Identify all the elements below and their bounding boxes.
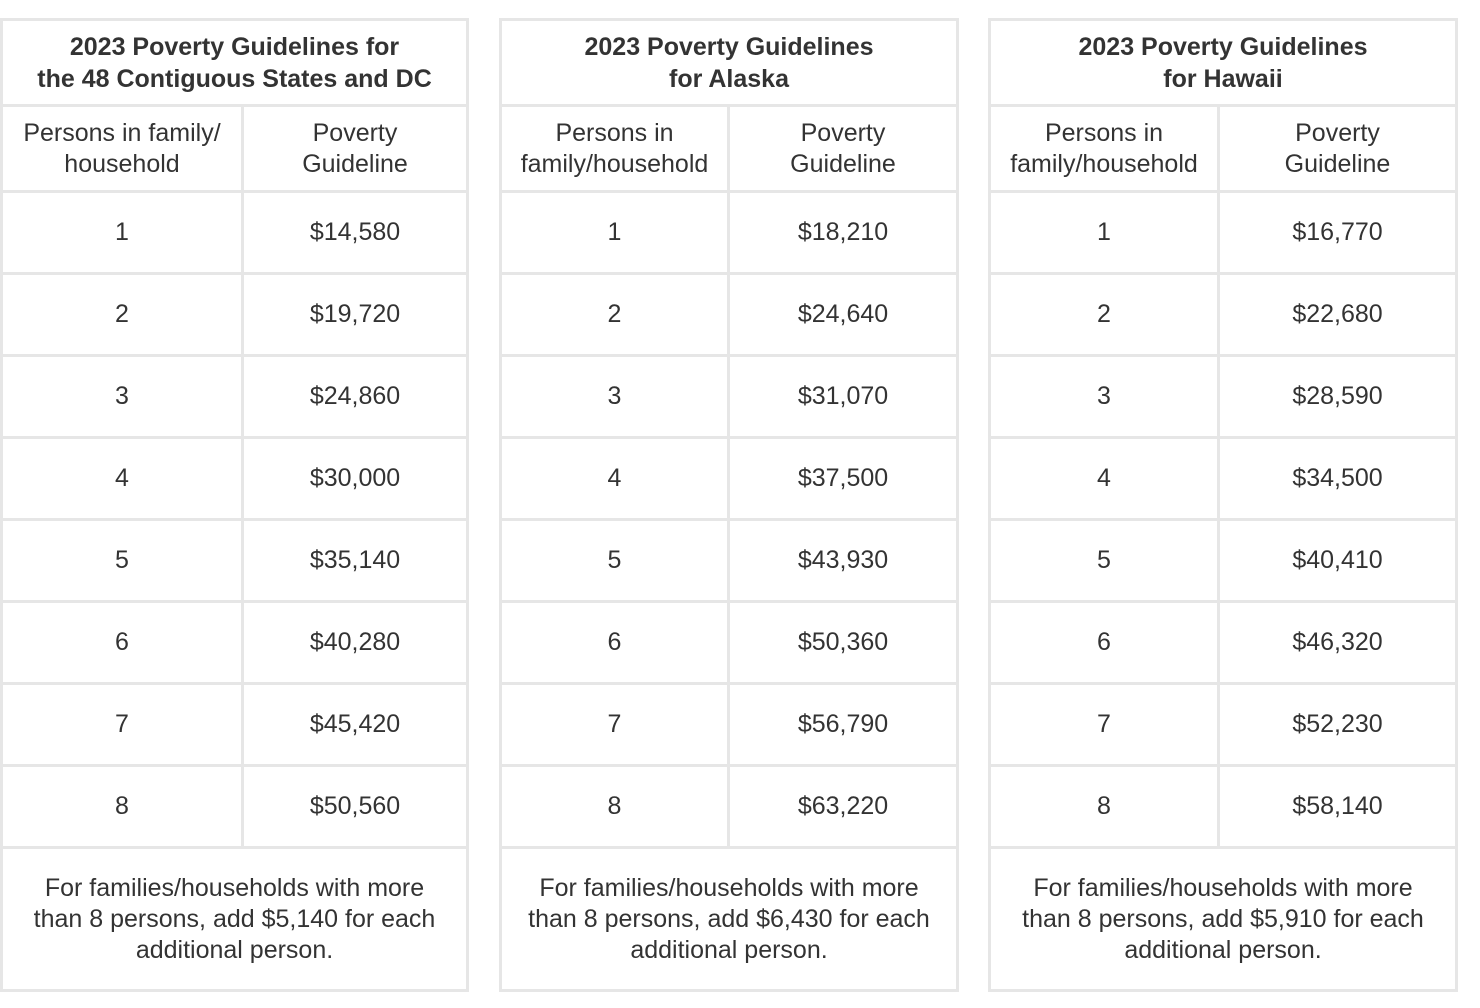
table-title-row [2,20,468,106]
persons-cell: 8 [990,766,1219,848]
persons-cell: 3 [501,356,729,438]
table-row [2,766,468,848]
table-title [990,20,1457,106]
table-title-row [990,20,1457,106]
persons-cell: 8 [2,766,243,848]
header-line: family/household [1010,149,1198,178]
guideline-cell: $58,140 [1219,766,1457,848]
column-header-persons [2,106,243,192]
table-row [501,356,958,438]
title-line: for Hawaii [1163,64,1283,93]
persons-cell: 6 [501,602,729,684]
guideline-cell: $19,720 [243,274,468,356]
guideline-cell: $46,320 [1219,602,1457,684]
table-row [2,520,468,602]
note-line: For families/households with more [44,873,425,902]
table-row [501,520,958,602]
table-row [2,602,468,684]
persons-cell: 7 [2,684,243,766]
persons-cell: 2 [990,274,1219,356]
guideline-cell: $63,220 [729,766,958,848]
guideline-cell: $45,420 [243,684,468,766]
header-line: Poverty [312,118,398,147]
title-line: 2023 Poverty Guidelines for [69,32,400,61]
table-row [990,356,1457,438]
column-header-persons [990,106,1219,192]
poverty-table-alaska [499,18,959,992]
guideline-cell: $18,210 [729,192,958,274]
guideline-cell: $40,280 [243,602,468,684]
persons-cell: 2 [501,274,729,356]
note-line: For families/households with more [1033,873,1413,902]
column-header-guideline [243,106,468,192]
column-header-guideline [729,106,958,192]
column-header-row [501,106,958,192]
note-line: For families/households with more [539,873,919,902]
persons-cell: 6 [990,602,1219,684]
persons-cell: 5 [990,520,1219,602]
persons-cell: 3 [2,356,243,438]
guideline-cell: $30,000 [243,438,468,520]
additional-person-note [2,848,468,991]
table-row [990,766,1457,848]
note-row [2,848,468,991]
title-line: 2023 Poverty Guidelines [584,32,874,61]
persons-cell: 6 [2,602,243,684]
table-row [2,356,468,438]
table-row [990,438,1457,520]
persons-cell: 7 [990,684,1219,766]
guideline-cell: $31,070 [729,356,958,438]
table-row [990,684,1457,766]
persons-cell: 1 [990,192,1219,274]
note-line: than 8 persons, add $6,430 for each [528,904,930,933]
header-line: household [64,149,180,178]
persons-cell: 1 [501,192,729,274]
table-row [2,684,468,766]
persons-cell: 5 [501,520,729,602]
persons-cell: 3 [990,356,1219,438]
table-title [501,20,958,106]
note-row [990,848,1457,991]
additional-person-note [990,848,1457,991]
guideline-cell: $16,770 [1219,192,1457,274]
poverty-table-contiguous-states [0,18,469,992]
additional-person-note [501,848,958,991]
guideline-cell: $50,560 [243,766,468,848]
guideline-cell: $50,360 [729,602,958,684]
guideline-cell: $56,790 [729,684,958,766]
column-header-row [2,106,468,192]
note-line: than 8 persons, add $5,910 for each [1022,904,1424,933]
header-line: Poverty [800,118,886,147]
table-row [2,192,468,274]
column-header-row [990,106,1457,192]
persons-cell: 4 [990,438,1219,520]
note-line: additional person. [1124,935,1322,964]
guideline-cell: $43,930 [729,520,958,602]
table-row [990,602,1457,684]
poverty-table-hawaii [988,18,1458,992]
guideline-cell: $28,590 [1219,356,1457,438]
table-row [501,274,958,356]
header-line: Persons in [1044,118,1164,147]
persons-cell: 8 [501,766,729,848]
header-line: Guideline [1284,149,1391,178]
persons-cell: 2 [2,274,243,356]
guideline-cell: $52,230 [1219,684,1457,766]
persons-cell: 4 [2,438,243,520]
guideline-cell: $24,640 [729,274,958,356]
title-line: the 48 Contiguous States and DC [37,64,432,93]
guideline-cell: $22,680 [1219,274,1457,356]
column-header-guideline [1219,106,1457,192]
header-line: Persons in [555,118,674,147]
title-line: 2023 Poverty Guidelines [1078,32,1368,61]
table-row [990,192,1457,274]
table-row [501,684,958,766]
table-title [2,20,468,106]
persons-cell: 1 [2,192,243,274]
header-line: Guideline [302,149,408,178]
note-line: additional person. [135,935,334,964]
header-line: Persons in family/ [23,118,221,147]
persons-cell: 4 [501,438,729,520]
table-row [990,520,1457,602]
guideline-cell: $34,500 [1219,438,1457,520]
table-row [2,274,468,356]
guideline-cell: $14,580 [243,192,468,274]
table-title-row [501,20,958,106]
guideline-cell: $37,500 [729,438,958,520]
persons-cell: 7 [501,684,729,766]
guideline-cell: $24,860 [243,356,468,438]
table-row [501,438,958,520]
persons-cell: 5 [2,520,243,602]
table-row [501,602,958,684]
table-row [990,274,1457,356]
table-row [501,766,958,848]
note-line: additional person. [630,935,828,964]
note-row [501,848,958,991]
guideline-cell: $35,140 [243,520,468,602]
header-line: family/household [520,149,709,178]
column-header-persons [501,106,729,192]
header-line: Guideline [790,149,896,178]
header-line: Poverty [1295,118,1380,147]
title-line: for Alaska [669,64,789,93]
table-row [2,438,468,520]
guideline-cell: $40,410 [1219,520,1457,602]
table-row [501,192,958,274]
note-line: than 8 persons, add $5,140 for each [33,904,436,933]
